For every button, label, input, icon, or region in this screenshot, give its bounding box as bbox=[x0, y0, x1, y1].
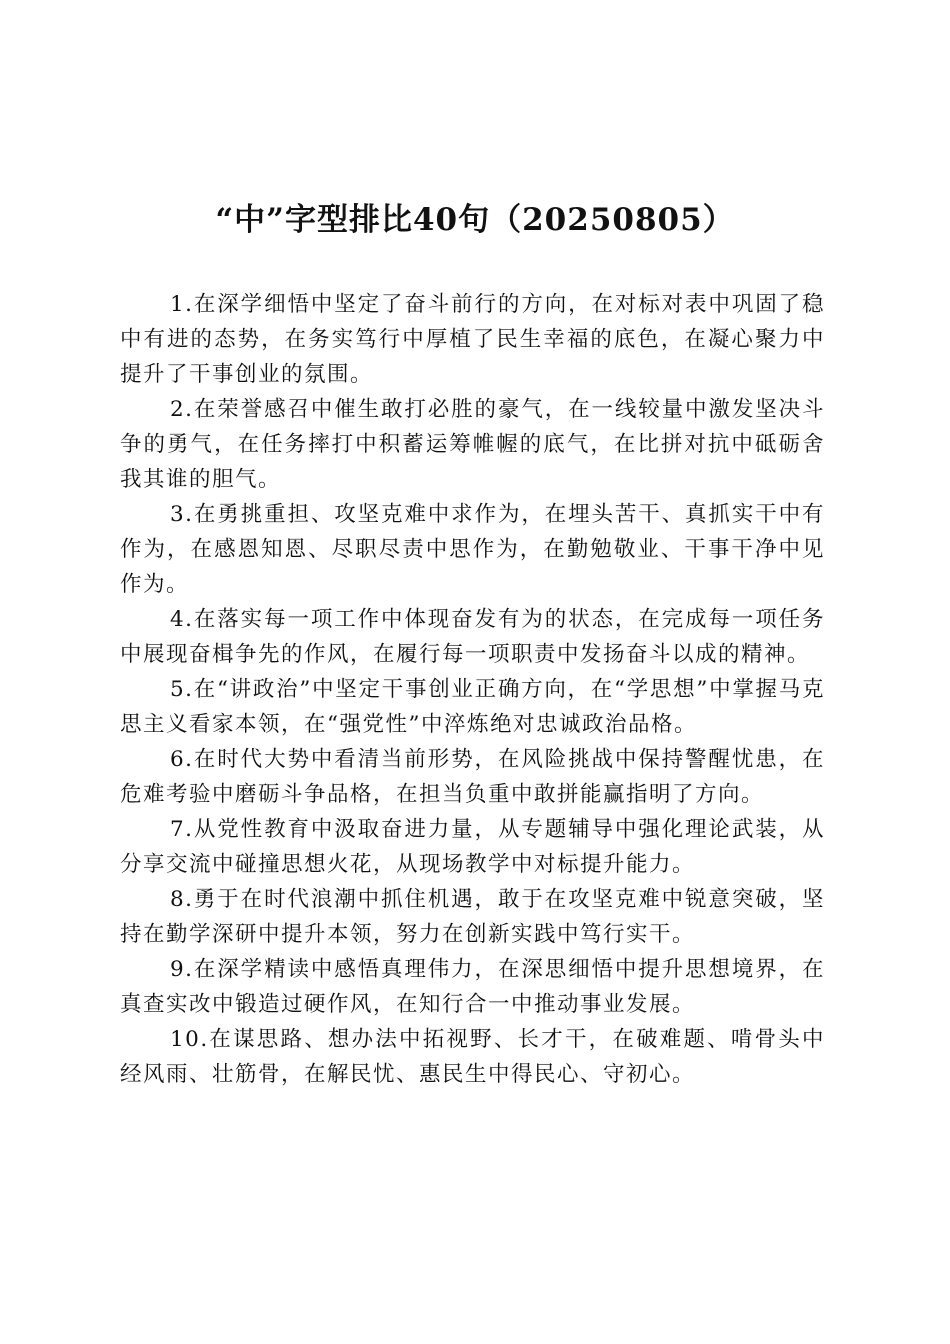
paragraph-1: 1.在深学细悟中坚定了奋斗前行的方向，在对标对表中巩固了稳中有进的态势，在务实笃行中厚植了民生幸福的底色，在凝心聚力中提升了干事创业的氛围。 bbox=[120, 292, 825, 387]
paragraph-2: 2.在荣誉感召中催生敢打必胜的豪气，在一线较量中激发坚决斗争的勇气，在任务摔打中积蓄运筹帷幄的底气，在比拼对抗中砥砺舍我其谁的胆气。 bbox=[120, 397, 825, 492]
paragraph-7: 7.从党性教育中汲取奋进力量，从专题辅导中强化理论武装，从分享交流中碰撞思想火花，从现场教学中对标提升能力。 bbox=[120, 817, 825, 877]
document-body bbox=[120, 287, 825, 1092]
paragraph-4: 4.在落实每一项工作中体现奋发有为的状态，在完成每一项任务中展现奋楫争先的作风，在履行每一项职责中发扬奋斗以成的精神。 bbox=[120, 607, 825, 667]
paragraph-3: 3.在勇挑重担、攻坚克难中求作为，在埋头苦干、真抓实干中有作为，在感恩知恩、尽职尽责中思作为，在勤勉敬业、干事干净中见作为。 bbox=[120, 502, 825, 597]
paragraph-10: 10.在谋思路、想办法中拓视野、长才干，在破难题、啃骨头中经风雨、壮筋骨，在解民忧、惠民生中得民心、守初心。 bbox=[120, 1027, 825, 1087]
paragraph-6: 6.在时代大势中看清当前形势，在风险挑战中保持警醒忧患，在危难考验中磨砺斗争品格，在担当负重中敢拼能赢指明了方向。 bbox=[120, 747, 825, 807]
paragraph-9: 9.在深学精读中感悟真理伟力，在深思细悟中提升思想境界，在真查实改中锻造过硬作风，在知行合一中推动事业发展。 bbox=[120, 957, 825, 1017]
paragraph-8: 8.勇于在时代浪潮中抓住机遇，敢于在攻坚克难中锐意突破，坚持在勤学深研中提升本领，努力在创新实践中笃行实干。 bbox=[120, 887, 825, 947]
document-title: “中”字型排比40句（20250805） bbox=[215, 202, 735, 238]
paragraph-5: 5.在“讲政治”中坚定干事创业正确方向，在“学思想”中掌握马克思主义看家本领，在“强党性”中淬炼绝对忠诚政治品格。 bbox=[120, 677, 825, 737]
